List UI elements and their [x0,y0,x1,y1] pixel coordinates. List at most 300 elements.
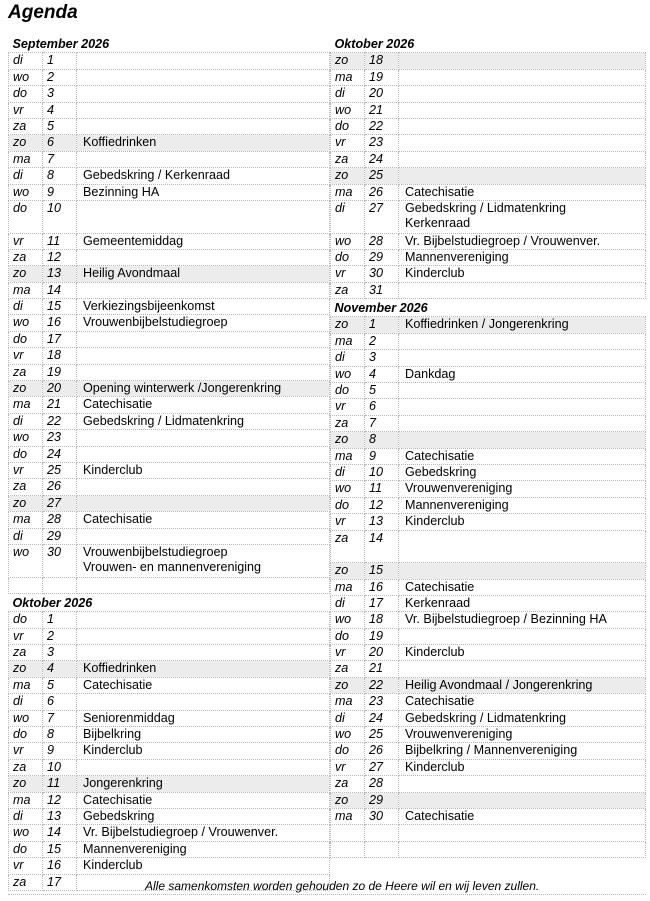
event-text: Mannenvereniging [83,841,187,856]
weekday-cell: ma [9,151,43,167]
event-cell [399,481,646,497]
agenda-row [9,544,330,577]
event-cell [77,808,330,824]
day-number-cell: 7 [43,710,77,726]
event-cell [77,102,330,118]
event-cell [77,825,330,841]
weekday-cell: do [331,383,365,399]
weekday-cell: zo [9,266,43,282]
event-text: Kinderclub [405,759,465,774]
weekday-cell: ma [331,448,365,464]
event-text-second-line: Kerkenraad [405,215,471,230]
event-cell [77,413,330,429]
event-text: Heilig Avondmaal [83,266,181,281]
event-cell [77,759,330,775]
event-cell [77,446,330,462]
agenda-row [331,333,646,349]
event-text: Gebedskring / Lidmatenkring [405,710,567,725]
event-cell [77,661,330,677]
event-cell [77,841,330,857]
empty-cell [365,841,399,857]
agenda-row [331,233,646,249]
day-number-cell: 12 [365,497,399,513]
weekday-cell: di [331,200,365,233]
weekday-cell: do [9,727,43,743]
event-text: Koffiedrinken [83,135,157,150]
event-cell [399,645,646,661]
agenda-row [9,825,330,841]
event-cell [399,759,646,775]
event-text: Bijbelkring / Mannenvereniging [405,743,578,758]
weekday-cell: wo [9,69,43,85]
event-cell [399,563,646,579]
agenda-row [331,135,646,151]
weekday-cell: ma [331,579,365,595]
weekday-cell: wo [331,102,365,118]
event-cell [399,135,646,151]
day-number-cell: 17 [365,595,399,611]
weekday-cell: za [9,759,43,775]
weekday-cell: ma [9,677,43,693]
agenda-row [331,464,646,480]
day-number-cell: 30 [43,544,77,577]
day-number-cell: 1 [43,612,77,628]
agenda-row [9,528,330,544]
event-text: Vr. Bijbelstudiegroep / Vrouwenver. [83,825,279,840]
event-cell [77,86,330,102]
weekday-cell: do [9,446,43,462]
event-cell [77,381,330,397]
event-text: Catechisatie [405,694,475,709]
month-heading [9,35,330,53]
event-cell [77,53,330,69]
agenda-row [9,397,330,413]
event-cell [399,579,646,595]
weekday-cell: zo [331,563,365,579]
agenda-row [331,399,646,415]
day-number-cell: 11 [365,481,399,497]
event-cell [77,184,330,200]
agenda-row [331,808,646,824]
weekday-cell: wo [9,825,43,841]
agenda-row [9,348,330,364]
event-cell [77,200,330,233]
event-text: Vr. Bijbelstudiegroep / Vrouwenver. [405,233,601,248]
agenda-row [331,710,646,726]
event-cell [77,233,330,249]
weekday-cell: zo [9,661,43,677]
weekday-cell: wo [331,481,365,497]
weekday-cell: di [331,86,365,102]
event-text: Vrouwenvereniging [405,727,513,742]
event-cell [399,102,646,118]
event-cell [399,333,646,349]
weekday-cell: vr [9,348,43,364]
event-cell [399,448,646,464]
day-number-cell: 2 [365,333,399,349]
event-text: Jongerenkring [83,776,163,791]
day-number-cell: 29 [43,528,77,544]
weekday-cell: wo [331,727,365,743]
day-number-cell: 9 [365,448,399,464]
event-text: Kinderclub [83,743,143,758]
weekday-cell: wo [9,184,43,200]
weekday-cell: za [9,479,43,495]
weekday-cell: di [9,299,43,315]
weekday-cell: za [9,118,43,134]
agenda-row [331,497,646,513]
day-number-cell: 28 [365,233,399,249]
event-cell [77,628,330,644]
weekday-cell: vr [9,628,43,644]
month-heading-label: Oktober 2026 [334,37,415,51]
event-cell [77,135,330,151]
agenda-row [331,102,646,118]
event-text: Bezinning HA [83,184,160,199]
weekday-cell: wo [331,233,365,249]
empty-cell [399,841,646,857]
event-cell [399,792,646,808]
event-text: Heilig Avondmaal / Jongerenkring [405,677,593,692]
event-text: Vr. Bijbelstudiegroep / Bezinning HA [405,612,607,627]
month-heading [331,299,646,317]
agenda-row [9,512,330,528]
weekday-cell: di [331,350,365,366]
agenda-row [9,479,330,495]
agenda-row [9,233,330,249]
day-number-cell: 24 [43,446,77,462]
event-cell [77,430,330,446]
agenda-row [331,792,646,808]
month-heading-label: November 2026 [334,301,428,316]
day-number-cell: 30 [365,808,399,824]
event-cell [399,151,646,167]
month-heading-label: Oktober 2026 [12,595,93,610]
day-number-cell: 29 [365,792,399,808]
empty-cell [77,577,330,593]
weekday-cell: ma [331,184,365,200]
day-number-cell: 20 [365,86,399,102]
weekday-cell: ma [331,333,365,349]
weekday-cell: do [9,200,43,233]
agenda-row [331,366,646,382]
event-cell [77,118,330,134]
event-text: Vrouwenvereniging [405,481,513,496]
agenda-row [331,563,646,579]
event-text: Kinderclub [405,266,465,281]
event-text: Catechisatie [405,808,475,823]
month-heading [331,35,646,53]
event-cell [399,514,646,530]
day-number-cell: 3 [43,86,77,102]
empty-cell [331,841,365,857]
day-number-cell: 2 [43,628,77,644]
event-cell [77,677,330,693]
agenda-row [9,808,330,824]
weekday-cell: za [331,776,365,792]
agenda-row [9,266,330,282]
event-cell [77,397,330,413]
agenda-row [331,579,646,595]
day-number-cell: 5 [43,677,77,693]
weekday-cell: di [9,413,43,429]
event-cell [77,727,330,743]
weekday-cell: di [331,595,365,611]
weekday-cell: ma [9,397,43,413]
day-number-cell: 13 [43,266,77,282]
event-cell [77,528,330,544]
agenda-row [331,727,646,743]
day-number-cell: 13 [43,808,77,824]
weekday-cell: do [9,612,43,628]
agenda-row [9,135,330,151]
event-cell [77,315,330,331]
agenda-row [9,792,330,808]
day-number-cell: 1 [43,53,77,69]
event-text: Bijbelkring [83,727,142,742]
event-text: Seniorenmiddag [83,710,175,725]
event-cell [399,776,646,792]
weekday-cell: za [331,530,365,563]
bottom-divider [8,894,646,895]
agenda-row [9,282,330,298]
agenda-row [9,102,330,118]
event-cell [399,743,646,759]
event-text: Mannenvereniging [405,249,509,264]
agenda-row [331,661,646,677]
day-number-cell: 10 [365,464,399,480]
day-number-cell: 6 [43,135,77,151]
event-cell [399,184,646,200]
agenda-row [331,743,646,759]
weekday-cell: do [331,118,365,134]
weekday-cell: ma [331,69,365,85]
agenda-row [9,299,330,315]
event-cell [399,415,646,431]
event-text: Mannenvereniging [405,497,509,512]
day-number-cell: 23 [365,694,399,710]
event-cell [77,331,330,347]
agenda-row [331,86,646,102]
spacer-row [331,841,646,857]
month-heading-label: September 2026 [12,37,110,51]
day-number-cell: 10 [43,759,77,775]
event-cell [399,628,646,644]
day-number-cell: 16 [365,579,399,595]
agenda-row [331,118,646,134]
day-number-cell: 9 [43,743,77,759]
day-number-cell: 27 [43,495,77,511]
event-cell [77,694,330,710]
agenda-row [9,727,330,743]
agenda-row [9,69,330,85]
agenda-row [9,331,330,347]
day-number-cell: 8 [43,727,77,743]
empty-cell [43,577,77,593]
event-cell [399,464,646,480]
event-cell [77,151,330,167]
weekday-cell: vr [331,645,365,661]
agenda-row [331,383,646,399]
weekday-cell: vr [331,266,365,282]
agenda-table-left [8,35,330,891]
day-number-cell: 12 [43,249,77,265]
day-number-cell: 11 [43,233,77,249]
event-text: Catechisatie [83,677,153,692]
weekday-cell: vr [331,514,365,530]
agenda-row [9,249,330,265]
agenda-row [9,381,330,397]
weekday-cell: di [9,53,43,69]
day-number-cell: 21 [43,397,77,413]
agenda-row [9,364,330,380]
event-cell [77,612,330,628]
event-cell [399,350,646,366]
agenda-table-right [330,35,646,858]
empty-cell [399,825,646,841]
event-cell [399,53,646,69]
day-number-cell: 17 [43,331,77,347]
spacer-row [331,825,646,841]
weekday-cell: do [331,628,365,644]
event-text: Kinderclub [405,514,465,529]
event-cell [77,299,330,315]
event-text: Vrouwenbijbelstudiegroep [83,315,228,330]
event-text: Catechisatie [405,579,475,594]
weekday-cell: di [9,168,43,184]
event-cell [399,249,646,265]
agenda-row [331,200,646,233]
agenda-row [9,53,330,69]
event-text: Gemeentemiddag [83,233,184,248]
weekday-cell: vr [9,102,43,118]
empty-cell [9,577,43,593]
weekday-cell: wo [331,612,365,628]
event-text: Gebedskring [405,464,477,479]
day-number-cell: 14 [43,282,77,298]
agenda-row [331,266,646,282]
agenda-row [331,628,646,644]
weekday-cell: zo [331,53,365,69]
agenda-row [331,184,646,200]
agenda-row [331,595,646,611]
day-number-cell: 14 [43,825,77,841]
agenda-row [9,677,330,693]
day-number-cell: 18 [365,612,399,628]
event-cell [399,677,646,693]
agenda-row [331,481,646,497]
event-cell [77,168,330,184]
event-text: Catechisatie [405,184,475,199]
weekday-cell: ma [9,512,43,528]
event-cell [399,383,646,399]
day-number-cell: 5 [365,383,399,399]
agenda-row [9,86,330,102]
agenda-row [9,495,330,511]
agenda-row [9,200,330,233]
agenda-row [9,462,330,478]
day-number-cell: 8 [365,432,399,448]
event-cell [399,497,646,513]
agenda-row [9,694,330,710]
event-text: Kinderclub [83,858,143,873]
event-cell [77,462,330,478]
weekday-cell: zo [9,135,43,151]
day-number-cell: 28 [365,776,399,792]
agenda-row [331,759,646,775]
event-text: Opening winterwerk /Jongerenkring [83,381,282,396]
event-text: Vrouwenbijbelstudiegroep [83,544,228,559]
event-cell [399,317,646,333]
weekday-cell: do [331,497,365,513]
event-cell [77,495,330,511]
day-number-cell: 25 [365,727,399,743]
day-number-cell: 15 [43,841,77,857]
day-number-cell: 27 [365,200,399,233]
agenda-row [9,446,330,462]
day-number-cell: 18 [365,53,399,69]
event-cell [77,776,330,792]
day-number-cell: 24 [365,151,399,167]
agenda-row [9,118,330,134]
weekday-cell: vr [331,759,365,775]
agenda-row [331,168,646,184]
day-number-cell: 2 [43,69,77,85]
day-number-cell: 20 [43,381,77,397]
event-cell [399,595,646,611]
weekday-cell: di [9,808,43,824]
agenda-row [9,413,330,429]
weekday-cell: za [331,415,365,431]
event-cell [399,69,646,85]
event-cell [77,348,330,364]
weekday-cell: di [9,528,43,544]
spacer-row [9,577,330,593]
weekday-cell: wo [9,710,43,726]
weekday-cell: zo [331,792,365,808]
event-cell [77,512,330,528]
day-number-cell: 19 [365,628,399,644]
agenda-row [331,53,646,69]
page-title: Agenda [8,2,78,23]
day-number-cell: 19 [43,364,77,380]
weekday-cell: ma [9,282,43,298]
weekday-cell: zo [331,168,365,184]
day-number-cell: 25 [365,168,399,184]
weekday-cell: do [9,841,43,857]
event-cell [399,710,646,726]
weekday-cell: di [331,464,365,480]
day-number-cell: 4 [43,102,77,118]
event-text: Koffiedrinken / Jongerenkring [405,317,569,332]
event-cell [77,858,330,874]
event-text: Gebedskring [83,808,155,823]
event-cell [399,612,646,628]
weekday-cell: zo [331,317,365,333]
day-number-cell: 8 [43,168,77,184]
agenda-row [9,858,330,874]
event-cell [77,479,330,495]
event-cell [77,282,330,298]
day-number-cell: 15 [43,299,77,315]
agenda-row [9,710,330,726]
agenda-row [331,249,646,265]
day-number-cell: 16 [43,315,77,331]
day-number-cell: 23 [43,430,77,446]
weekday-cell: di [9,694,43,710]
event-cell [399,200,646,233]
weekday-cell: za [331,282,365,298]
